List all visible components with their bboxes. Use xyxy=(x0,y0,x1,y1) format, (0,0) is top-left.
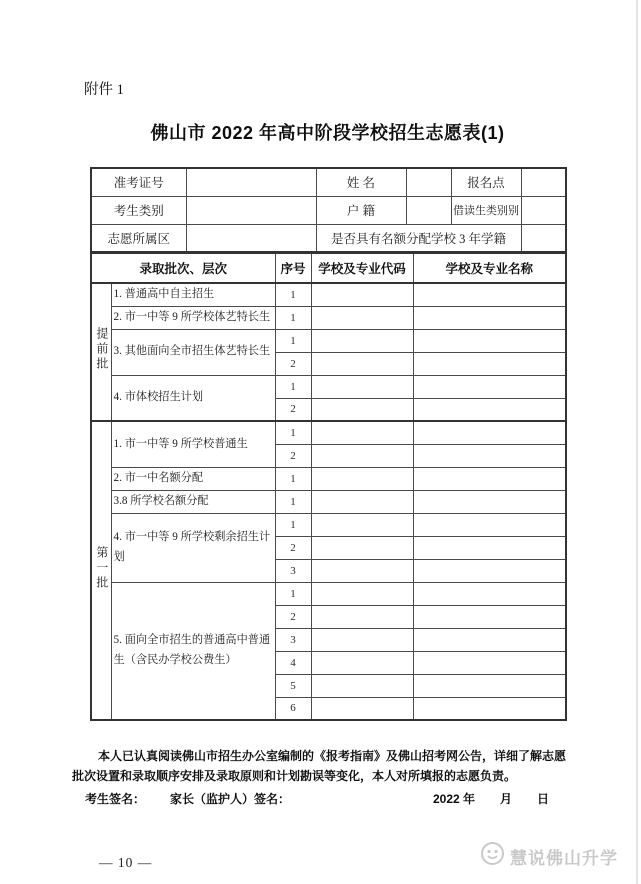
name-input-cell[interactable] xyxy=(413,329,566,352)
item-label: 4. 市一中等 9 所学校剩余招生计划 xyxy=(111,513,275,582)
seq-number: 5 xyxy=(275,674,311,697)
item-label: 2. 市一中等 9 所学校体艺特长生 xyxy=(111,306,275,329)
batch-level-header: 录取批次、层次 xyxy=(91,253,275,283)
code-input-cell[interactable] xyxy=(311,467,413,490)
seq-number: 2 xyxy=(275,605,311,628)
volunteer-row xyxy=(91,283,566,306)
quota-value-cell[interactable] xyxy=(521,224,566,252)
name-header: 学校及专业名称 xyxy=(413,253,566,283)
name-input-cell[interactable] xyxy=(413,306,566,329)
seq-number: 2 xyxy=(275,444,311,467)
volunteer-row xyxy=(91,306,566,329)
student-sign-label: 考生签名： xyxy=(85,792,146,806)
reg-point-value-cell[interactable] xyxy=(521,168,566,196)
watermark-logo-icon xyxy=(480,841,505,871)
form-tables xyxy=(90,167,565,721)
item-label: 2. 市一中名额分配 xyxy=(111,467,275,490)
name-input-cell[interactable] xyxy=(413,697,566,720)
seq-number: 2 xyxy=(275,536,311,559)
attachment-label: 附件 1 xyxy=(84,82,124,98)
code-input-cell[interactable] xyxy=(311,444,413,467)
volunteer-row xyxy=(91,513,566,536)
volunteer-table-header-row xyxy=(91,253,566,283)
name-input-cell[interactable] xyxy=(413,628,566,651)
seq-number: 4 xyxy=(275,651,311,674)
page-title: 佛山市 2022 年高中阶段学校招生志愿表(1) xyxy=(150,123,505,143)
date-day-label: 日 xyxy=(537,792,550,806)
batch-label xyxy=(91,421,111,720)
candidate-type-value-cell[interactable] xyxy=(186,196,316,224)
code-input-cell[interactable] xyxy=(311,536,413,559)
item-label: 4. 市体校招生计划 xyxy=(111,375,275,421)
code-input-cell[interactable] xyxy=(311,421,413,444)
household-label: 户 籍 xyxy=(316,196,406,224)
info-table xyxy=(90,167,567,253)
code-input-cell[interactable] xyxy=(311,605,413,628)
seq-number: 1 xyxy=(275,513,311,536)
name-input-cell[interactable] xyxy=(413,536,566,559)
code-input-cell[interactable] xyxy=(311,329,413,352)
name-input-cell[interactable] xyxy=(413,467,566,490)
code-input-cell[interactable] xyxy=(311,674,413,697)
guardian-sign-label: 家长（监护人）签名： xyxy=(170,792,291,806)
code-input-cell[interactable] xyxy=(311,651,413,674)
code-input-cell[interactable] xyxy=(311,398,413,421)
code-input-cell[interactable] xyxy=(311,628,413,651)
name-input-cell[interactable] xyxy=(413,283,566,306)
reg-point-label: 报名点 xyxy=(451,168,521,196)
seq-number: 1 xyxy=(275,421,311,444)
seq-number: 6 xyxy=(275,697,311,720)
name-input-cell[interactable] xyxy=(413,490,566,513)
code-input-cell[interactable] xyxy=(311,559,413,582)
code-input-cell[interactable] xyxy=(311,697,413,720)
seq-number: 3 xyxy=(275,628,311,651)
name-input-cell[interactable] xyxy=(413,674,566,697)
seq-number: 1 xyxy=(275,306,311,329)
name-input-cell[interactable] xyxy=(413,352,566,375)
volunteer-row xyxy=(91,329,566,352)
seq-number: 1 xyxy=(275,490,311,513)
item-label: 1. 市一中等 9 所学校普通生 xyxy=(111,421,275,467)
volunteer-row xyxy=(91,467,566,490)
volunteer-table-body xyxy=(91,283,566,720)
code-input-cell[interactable] xyxy=(311,513,413,536)
district-value-cell[interactable] xyxy=(186,224,316,252)
exam-no-label: 准考证号 xyxy=(91,168,186,196)
seq-number: 1 xyxy=(275,467,311,490)
seq-number: 1 xyxy=(275,582,311,605)
district-label: 志愿所属区 xyxy=(91,224,186,252)
date-month-label: 月 xyxy=(500,792,513,806)
seq-number: 2 xyxy=(275,398,311,421)
code-input-cell[interactable] xyxy=(311,283,413,306)
item-label: 3.8 所学校名额分配 xyxy=(111,490,275,513)
name-value-cell[interactable] xyxy=(406,168,451,196)
name-input-cell[interactable] xyxy=(413,375,566,398)
name-input-cell[interactable] xyxy=(413,398,566,421)
name-input-cell[interactable] xyxy=(413,444,566,467)
item-label: 1. 普通高中自主招生 xyxy=(111,283,275,306)
name-input-cell[interactable] xyxy=(413,421,566,444)
name-input-cell[interactable] xyxy=(413,559,566,582)
date-year-label: 2022 年 xyxy=(433,792,476,806)
name-input-cell[interactable] xyxy=(413,651,566,674)
watermark-text: 慧说佛山升学 xyxy=(510,848,618,868)
code-input-cell[interactable] xyxy=(311,375,413,398)
transfer-type-value-cell[interactable] xyxy=(521,196,566,224)
volunteer-row xyxy=(91,421,566,444)
name-input-cell[interactable] xyxy=(413,605,566,628)
seq-number: 1 xyxy=(275,329,311,352)
seq-number: 1 xyxy=(275,283,311,306)
quota-label: 是否具有名额分配学校 3 年学籍 xyxy=(316,224,521,252)
signature-row xyxy=(72,790,566,810)
watermark xyxy=(480,841,618,871)
code-input-cell[interactable] xyxy=(311,306,413,329)
name-input-cell[interactable] xyxy=(413,582,566,605)
item-label: 3. 其他面向全市招生体艺特长生 xyxy=(111,329,275,375)
transfer-type-label: 借读生类别别 xyxy=(451,196,521,224)
declaration-text: 本人已认真阅读佛山市招生办公室编制的《报考指南》及佛山招考网公告，详细了解志愿批次设置和录取顺序安排及录取原则和计划勘误等变化，本人对所填报的志愿负责。 xyxy=(72,749,567,783)
household-value-cell[interactable] xyxy=(406,196,451,224)
info-row xyxy=(91,168,566,196)
code-input-cell[interactable] xyxy=(311,490,413,513)
code-input-cell[interactable] xyxy=(311,352,413,375)
candidate-type-label: 考生类别 xyxy=(91,196,186,224)
batch-label xyxy=(91,283,111,421)
seq-number: 1 xyxy=(275,375,311,398)
page-number: — 10 — xyxy=(99,855,153,870)
seq-header: 序号 xyxy=(275,253,311,283)
item-label: 5. 面向全市招生的普通高中普通生（含民办学校公费生） xyxy=(111,582,275,720)
batch-label-text: 第一批 xyxy=(94,545,109,591)
code-input-cell[interactable] xyxy=(311,582,413,605)
code-header: 学校及专业代码 xyxy=(311,253,413,283)
info-row xyxy=(91,224,566,252)
batch-label-text: 提前批 xyxy=(94,327,109,373)
volunteer-row xyxy=(91,582,566,605)
info-row xyxy=(91,196,566,224)
volunteer-row xyxy=(91,375,566,398)
name-label: 姓 名 xyxy=(316,168,406,196)
volunteer-row xyxy=(91,490,566,513)
seq-number: 2 xyxy=(275,352,311,375)
seq-number: 3 xyxy=(275,559,311,582)
name-input-cell[interactable] xyxy=(413,513,566,536)
exam-no-value-cell[interactable] xyxy=(186,168,316,196)
volunteer-table xyxy=(90,252,567,721)
